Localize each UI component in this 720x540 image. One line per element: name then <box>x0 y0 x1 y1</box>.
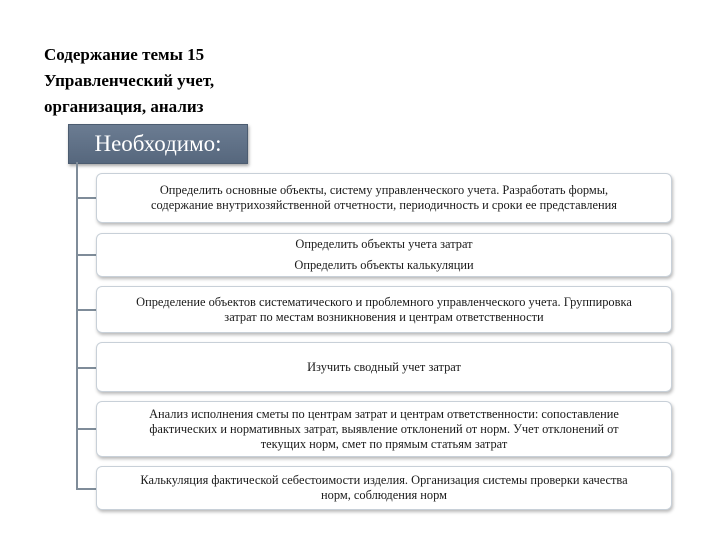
item-1-line-2: содержание внутрихозяйственной отчетности, периодичность и сроки ее представления <box>151 198 617 212</box>
tree-branch-4 <box>76 367 96 369</box>
item-6-line-1: Калькуляция фактической себестоимости изделия. Организация системы проверки качества <box>140 473 628 487</box>
header-box: Необходимо: <box>68 124 248 164</box>
tree-branch-6 <box>76 488 96 490</box>
item-box-2 <box>96 233 672 277</box>
item-3-line-1: Определение объектов систематического и проблемного управленческого учета. Группировка <box>136 294 632 309</box>
title-line-3: организация, анализ <box>44 97 204 116</box>
title-line-1: Содержание темы 15 <box>44 45 205 64</box>
item-box-3 <box>96 286 672 333</box>
item-box-6 <box>96 466 672 510</box>
item-box-4 <box>96 342 672 392</box>
tree-trunk-line <box>76 162 78 490</box>
item-2-line-2: Определить объекты калькуляции <box>294 258 474 272</box>
item-3-line-2: затрат по местам возникновения и центрам ответственности <box>224 309 544 324</box>
item-5-line-1: Анализ исполнения сметы по центрам затрат и центрам ответственности: сопоставление <box>149 406 619 421</box>
item-1-line-1: Определить основные объекты, систему управленческого учета. Разработать формы, <box>159 183 609 197</box>
item-4-line-1: Изучить сводный учет затрат <box>307 359 461 374</box>
item-box-5 <box>96 401 672 457</box>
item-5-line-2: фактических и нормативных затрат, выявление отклонений от норм. Учет отклонений от <box>149 421 619 436</box>
tree-branch-5 <box>76 428 96 430</box>
tree-branch-2 <box>76 254 96 256</box>
item-6-line-2: норм, соблюдения норм <box>321 488 447 502</box>
item-box-1 <box>96 173 672 223</box>
item-2-line-1: Определить объекты учета затрат <box>295 237 473 251</box>
tree-branch-3 <box>76 309 96 311</box>
tree-branch-1 <box>76 197 96 199</box>
title-line-2: Управленческий учет, <box>44 71 215 90</box>
item-5-line-3: текущих норм, смет по прямым статьям затрат <box>260 436 508 451</box>
slide-title <box>44 42 344 120</box>
